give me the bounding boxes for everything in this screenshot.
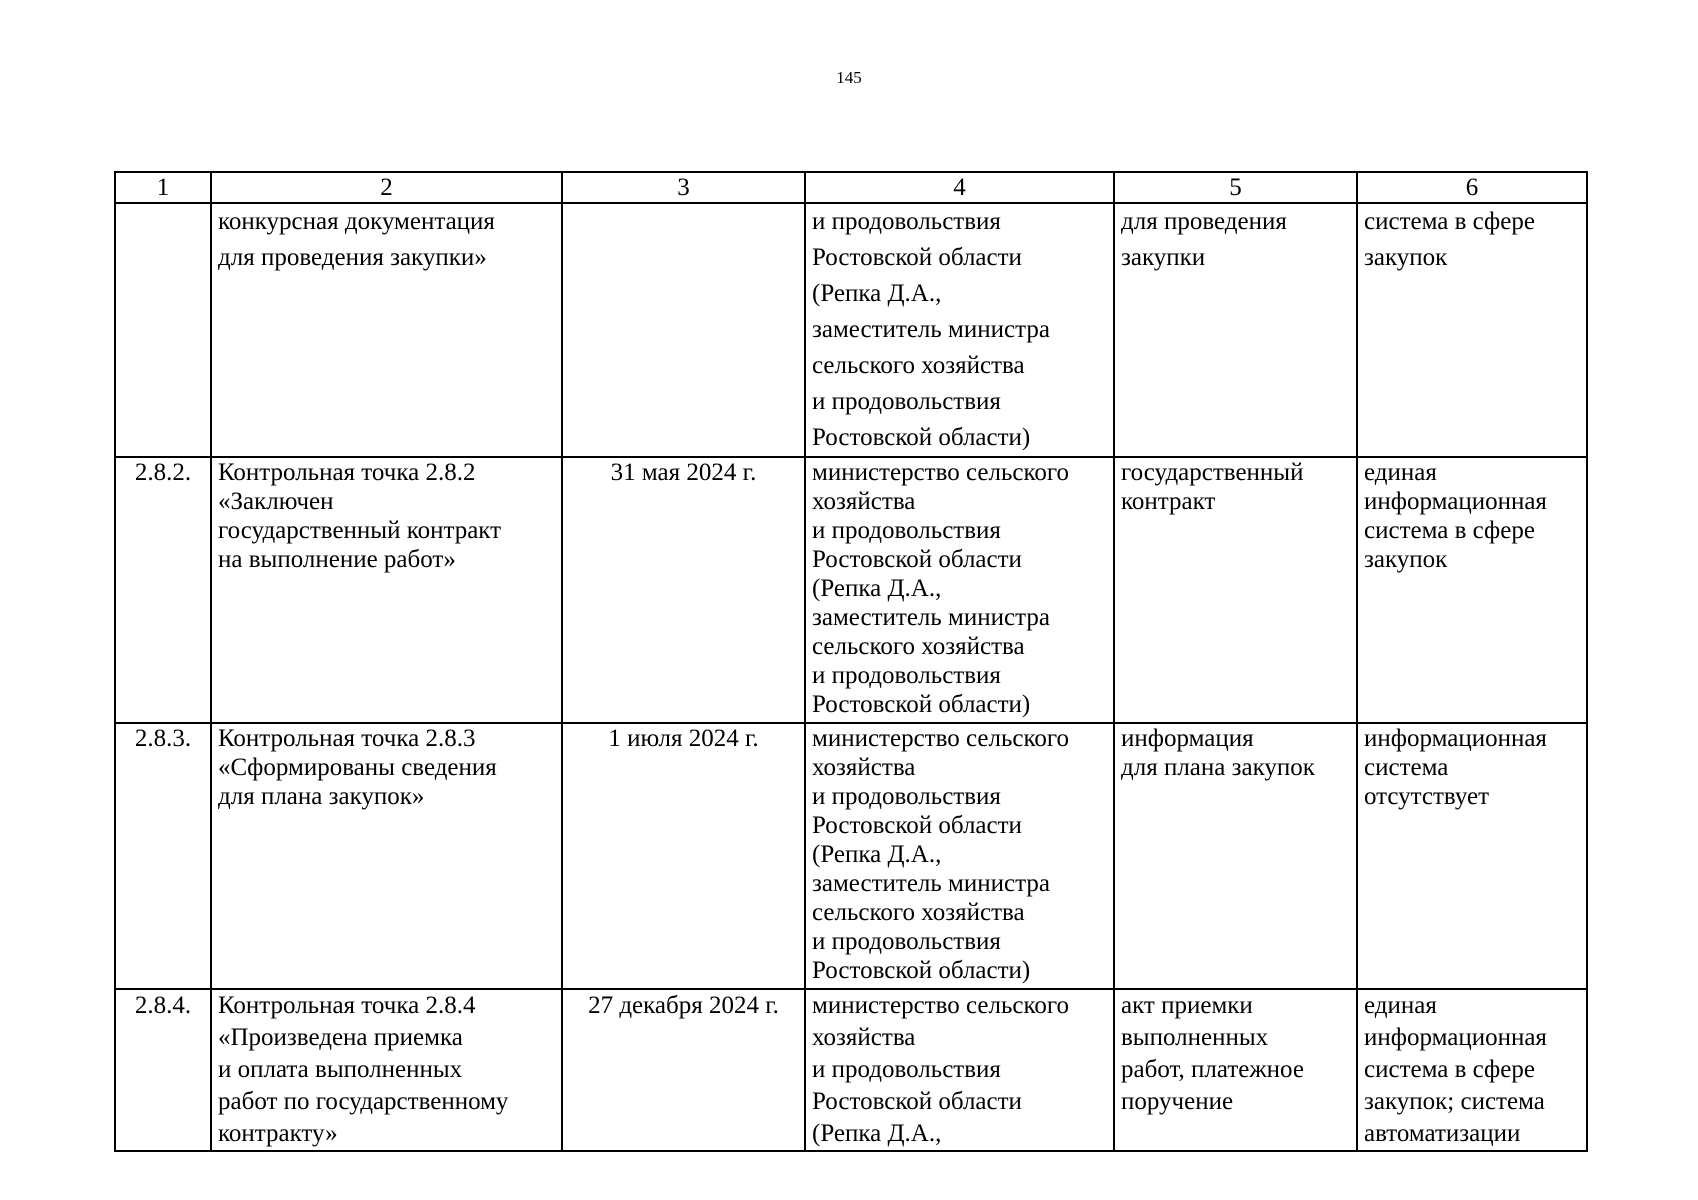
table-row <box>115 723 1587 989</box>
control-point-name: Контрольная точка 2.8.3 «Сформированы сведения для плана закупок» <box>211 723 562 989</box>
column-header: 3 <box>562 172 805 203</box>
responsible-executor: министерство сельского хозяйства и продовольствия Ростовской области (Репка Д.А., заместитель министра сельского хозяйства и продовольствия Ростовской области) <box>805 723 1114 989</box>
row-number <box>115 203 211 457</box>
result-document: государственный контракт <box>1114 457 1357 723</box>
column-header: 4 <box>805 172 1114 203</box>
control-point-name: Контрольная точка 2.8.2 «Заключен государственный контракт на выполнение работ» <box>211 457 562 723</box>
row-number: 2.8.4. <box>115 989 211 1151</box>
table-row <box>115 457 1587 723</box>
result-document: акт приемки выполненных работ, платежное поручение <box>1114 989 1357 1151</box>
deadline-date: 1 июля 2024 г. <box>562 723 805 989</box>
control-point-name: конкурсная документация для проведения закупки» <box>211 203 562 457</box>
control-points-table <box>114 171 1588 1152</box>
deadline-date: 31 мая 2024 г. <box>562 457 805 723</box>
responsible-executor: и продовольствия Ростовской области (Репка Д.А., заместитель министра сельского хозяйства и продовольствия Ростовской области) <box>805 203 1114 457</box>
column-header: 2 <box>211 172 562 203</box>
row-number: 2.8.3. <box>115 723 211 989</box>
responsible-executor: министерство сельского хозяйства и продовольствия Ростовской области (Репка Д.А., заместитель министра сельского хозяйства и продовольствия Ростовской области) <box>805 457 1114 723</box>
table-row <box>115 203 1587 457</box>
column-header: 5 <box>1114 172 1357 203</box>
result-document: информация для плана закупок <box>1114 723 1357 989</box>
row-number: 2.8.2. <box>115 457 211 723</box>
control-point-name: Контрольная точка 2.8.4 «Произведена приемка и оплата выполненных работ по государственному контракту» <box>211 989 562 1151</box>
responsible-executor: министерство сельского хозяйства и продовольствия Ростовской области (Репка Д.А., <box>805 989 1114 1151</box>
result-document: для проведения закупки <box>1114 203 1357 457</box>
information-system: единая информационная система в сфере закупок; система автоматизации <box>1357 989 1587 1151</box>
deadline-date: 27 декабря 2024 г. <box>562 989 805 1151</box>
deadline-date <box>562 203 805 457</box>
column-header: 6 <box>1357 172 1587 203</box>
column-header: 1 <box>115 172 211 203</box>
table-header-row <box>115 172 1587 203</box>
information-system: единая информационная система в сфере закупок <box>1357 457 1587 723</box>
page-number: 145 <box>836 68 862 87</box>
table-row <box>115 989 1587 1151</box>
information-system: система в сфере закупок <box>1357 203 1587 457</box>
information-system: информационная система отсутствует <box>1357 723 1587 989</box>
